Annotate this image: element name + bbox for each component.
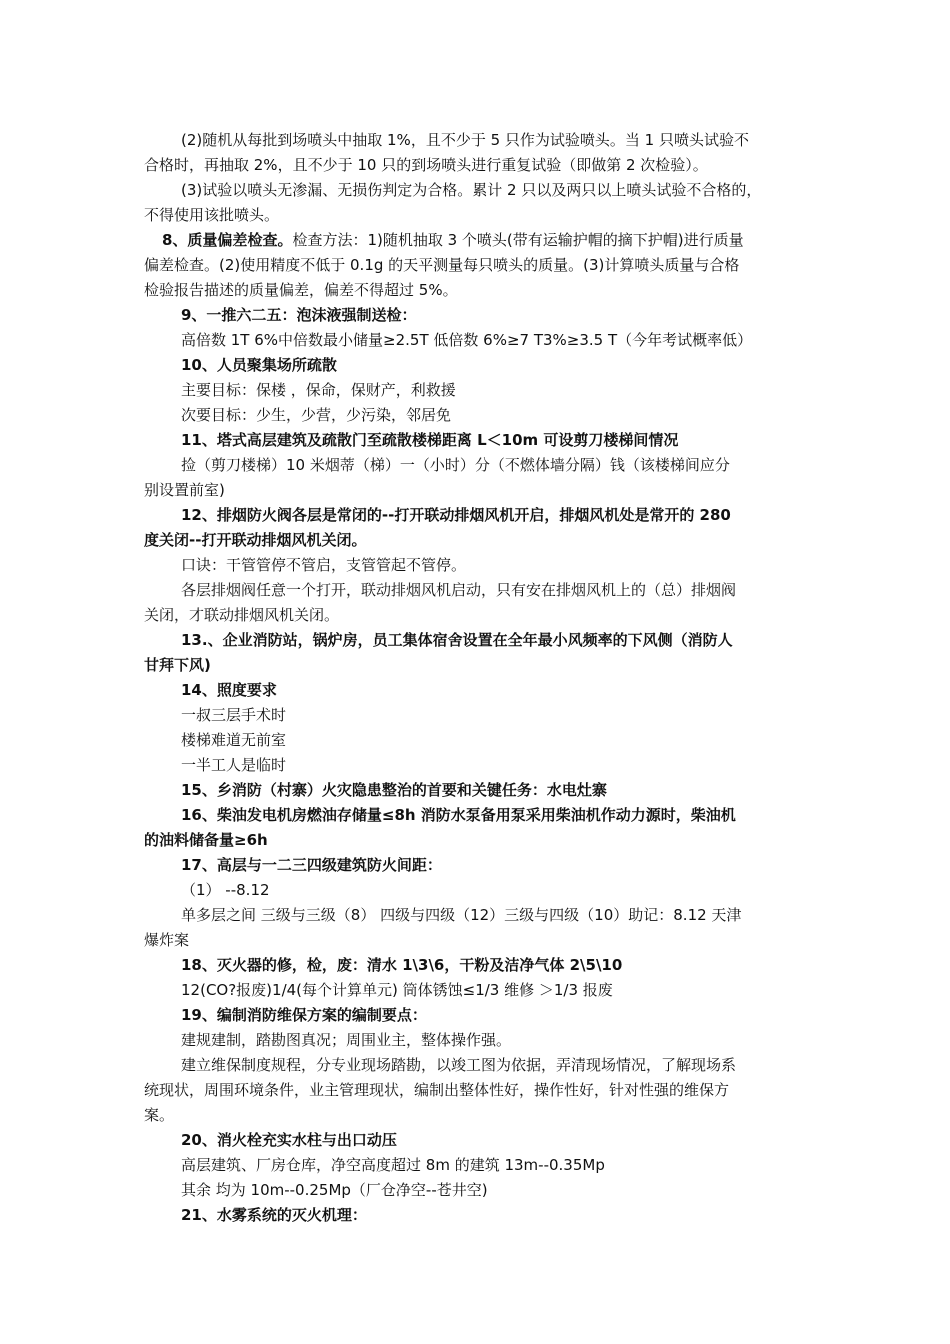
text-line: 检验报告描述的质量偏差，偏差不得超过 5%。 [144,281,458,299]
text-line: 21、水雾系统的灭火机理： [181,1206,367,1224]
text-line: 偏差检查。(2)使用精度不低于 0.1g 的天平测量每只喷头的质量。(3)计算喷头质量与合格 [144,256,740,274]
text-line: 关闭，才联动排烟风机关闭。 [144,606,340,624]
text-line: 度关闭--打开联动排烟风机关闭。 [144,531,367,549]
text-line: 11、塔式高层建筑及疏散门至疏散楼梯距离 L＜10m 可设剪刀楼梯间情况 [181,431,679,449]
text-line: 主要目标：保楼 ，保命，保财产，利救援 [181,381,456,399]
text-line: （1） --8.12 [181,881,270,899]
text-line: 建立维保制度规程，分专业现场踏勘，以竣工图为依据，弄清现场情况，了解现场系 [181,1056,737,1074]
text-line: 爆炸案 [144,931,190,949]
text-line: 其余 均为 10m--0.25Mp（厂仓净空--苍井空) [181,1181,488,1199]
text-line: 9、一推六二五：泡沫液强制送检： [181,306,417,324]
text-line: 14、照度要求 [181,681,277,699]
text-line [162,230,744,250]
text-line: 甘拜下风) [144,656,211,674]
text-line: 一半工人是临时 [181,756,287,774]
text-line: (2)随机从每批到场喷头中抽取 1%，且不少于 5 只作为试验喷头。当 1 只喷头试验不 [181,131,749,149]
text-line: 18、灭火器的修，检，废：清水 1\3\6，干粉及洁净气体 2\5\10 [181,956,623,974]
text-line: 13.、企业消防站，锅炉房，员工集体宿舍设置在全年最小风频率的下风侧（消防人 [181,631,733,649]
text-line: 建规建制，踏勘图真况；周围业主，整体操作强。 [181,1031,512,1049]
text-line: 17、高层与一二三四级建筑防火间距： [181,856,442,874]
text-line: 12、排烟防火阀各层是常闭的--打开联动排烟风机开启，排烟风机处是常开的 280 [181,506,731,524]
text-line: 20、消火栓充实水柱与出口动压 [181,1131,397,1149]
text-line: 高倍数 1T 6%中倍数最小储量≥2.5T 低倍数 6%≥7 T3%≥3.5 T（今年考试概率低） [181,331,753,349]
text-line: 楼梯难道无前室 [181,731,287,749]
text-line: 19、编制消防维保方案的编制要点： [181,1006,427,1024]
text-line: 统现状，周围环境条件，业主管理现状，编制出整体性好，操作性好，针对性强的维保方 [144,1081,730,1099]
text-line: 捡（剪刀楼梯）10 米烟蒂（梯）一（小时）分（不燃体墙分隔）钱（该楼梯间应分 [181,456,730,474]
text-span: 检查方法：1)随机抽取 3 个喷头(带有运输护帽的摘下护帽)进行质量 [292,231,744,249]
text-line: 次要目标：少生，少营，少污染，邻居免 [181,406,452,424]
text-line: 高层建筑、厂房仓库，净空高度超过 8m 的建筑 13m--0.35Mp [181,1156,605,1174]
text-line: 12(CO?报废)1/4(每个计算单元) 筒体锈蚀≤1/3 维修 ＞1/3 报废 [181,981,613,999]
text-line: 一叔三层手术时 [181,706,287,724]
text-line: 口诀：干管管停不管启，支管管起不管停。 [181,556,467,574]
text-line: 案。 [144,1106,175,1124]
text-span: 8、质量偏差检查。 [162,231,293,249]
text-line: 合格时，再抽取 2%，且不少于 10 只的到场喷头进行重复试验（即做第 2 次检验）。 [144,156,708,174]
text-line: 各层排烟阀任意一个打开，联动排烟风机启动，只有安在排烟风机上的（总）排烟阀 [181,581,737,599]
text-line: 的油料储备量≥6h [144,831,268,849]
text-line: (3)试验以喷头无渗漏、无损伤判定为合格。累计 2 只以及两只以上喷头试验不合格的， [181,181,762,199]
text-line: 16、柴油发电机房燃油存储量≤8h 消防水泵备用泵采用柴油机作动力源时，柴油机 [181,806,736,824]
text-line: 不得使用该批喷头。 [144,206,280,224]
text-line: 15、乡消防（村寨）火灾隐患整治的首要和关键任务：水电灶寨 [181,781,607,799]
text-line: 别设置前室) [144,481,225,499]
text-line: 单多层之间 三级与三级（8） 四级与四级（12）三级与四级（10）助记：8.12 天津 [181,906,742,924]
text-line: 10、人员聚集场所疏散 [181,356,337,374]
